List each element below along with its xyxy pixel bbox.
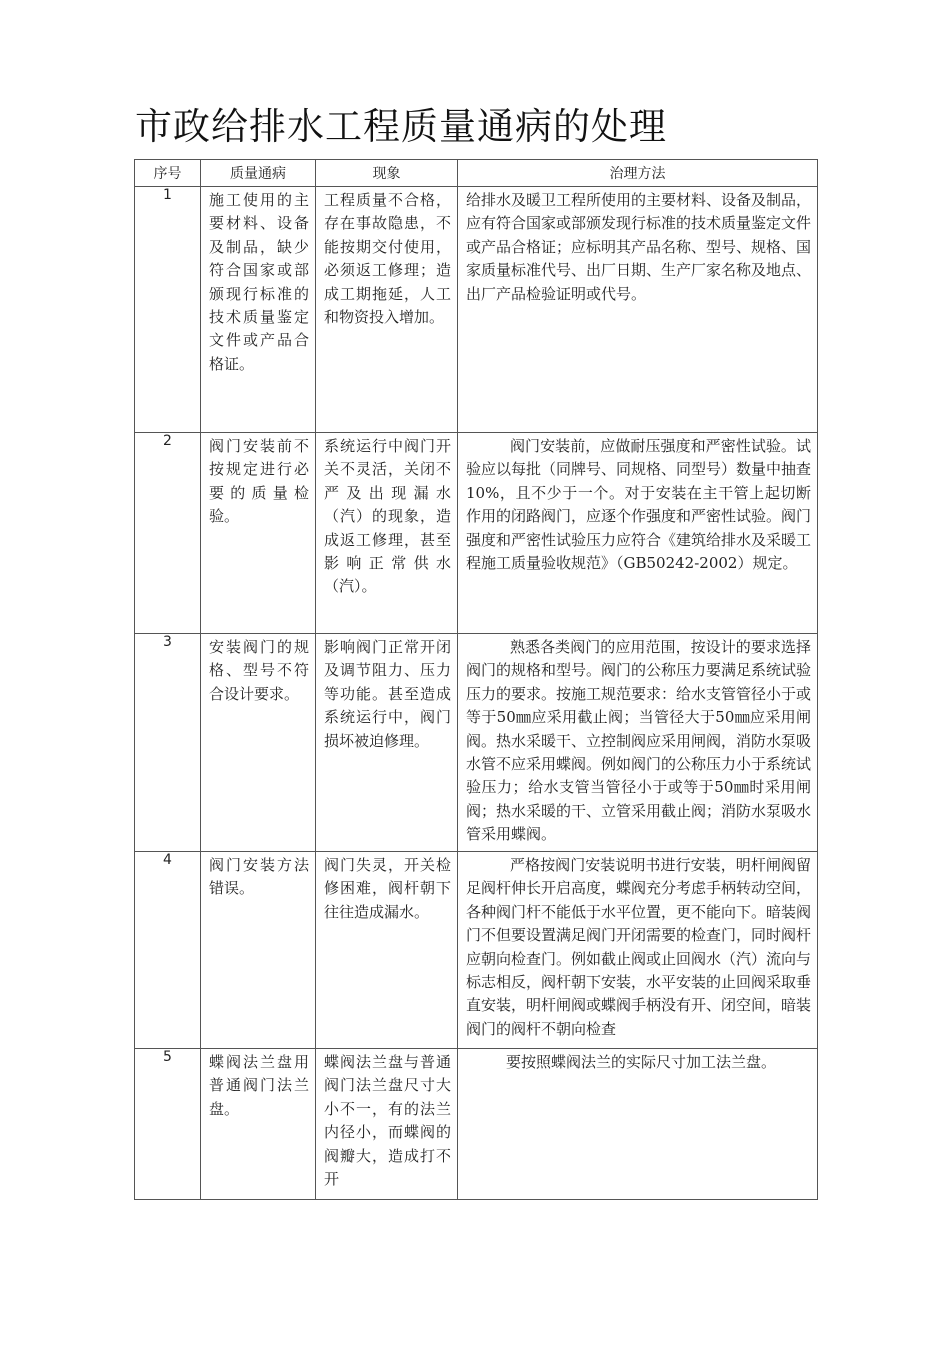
phenomenon-cell: 蝶阀法兰盘与普通阀门法兰盘尺寸大小不一，有的法兰内径小，而蝶阀的阀瓣大，造成打不开 (324, 1053, 451, 1189)
row-number: 3 (135, 634, 201, 852)
issue-cell: 安装阀门的规格、型号不符合设计要求。 (209, 638, 309, 703)
method-cell: 给排水及暖卫工程所使用的主要材料、设备及制品，应有符合国家或部颁发现行标准的技术质量鉴定文件或产品合格证；应标明其产品名称、型号、规格、国家质量标准代号、出厂日期、生产厂家名称及地点、出厂产品检验证明或代号。 (466, 191, 812, 303)
issue-cell: 蝶阀法兰盘用普通阀门法兰盘。 (209, 1053, 309, 1118)
table-header-row (135, 160, 818, 187)
table-row (135, 634, 818, 852)
header-phenomenon: 现象 (316, 160, 458, 187)
header-number: 序号 (135, 160, 201, 187)
method-cell: 严格按阀门安装说明书进行安装，明杆闸阀留足阀杆伸长开启高度，蝶阀充分考虑手柄转动空间，各种阀门杆不能低于水平位置，更不能向下。暗装阀门不但要设置满足阀门开闭需要的检查门，同时阀杆应朝向检查门。例如截止阀或止回阀水（汽）流向与标志相反，阀杆朝下安装，水平安装的止回阀采取垂直安装，明杆闸阀或蝶阀手柄没有开、闭空间，暗装阀门的阀杆不朝向检查 (466, 856, 812, 1038)
method-cell: 熟悉各类阀门的应用范围，按设计的要求选择阀门的规格和型号。阀门的公称压力要满足系统试验压力的要求。按施工规范要求：给水支管管径小于或等于50㎜应采用截止阀；当管径大于50㎜应采用闸阀。热水采暖干、立控制阀应采用闸阀，消防水泵吸水管不应采用蝶阀。例如阀门的公称压力小于系统试验压力；给水支管当管径小于或等于50㎜时采用闸阀；热水采暖的干、立管采用截止阀；消防水泵吸水管采用蝶阀。 (466, 638, 812, 844)
row-number: 1 (135, 187, 201, 433)
issue-cell: 阀门安装方法错误。 (209, 856, 309, 898)
phenomenon-cell: 工程质量不合格，存在事故隐患，不能按期交付使用，必须返工修理；造成工期拖延，人工和物资投入增加。 (324, 191, 451, 327)
header-treatment-method: 治理方法 (458, 160, 818, 187)
row-number: 5 (135, 1049, 201, 1200)
phenomenon-cell: 系统运行中阀门开关不灵活，关闭不严及出现漏水（汽）的现象，造成返工修理，甚至影响正常供水（汽）。 (324, 437, 451, 596)
table-row (135, 433, 818, 634)
table-row (135, 1049, 818, 1200)
issue-cell: 阀门安装前不按规定进行必要的质量检验。 (209, 437, 309, 526)
page-title: 市政给排水工程质量通病的处理 (135, 105, 667, 148)
quality-issues-table (134, 159, 818, 1200)
method-cell: 要按照蝶阀法兰的实际尺寸加工法兰盘。 (506, 1053, 777, 1071)
phenomenon-cell: 阀门失灵，开关检修困难，阀杆朝下往往造成漏水。 (324, 856, 451, 921)
issue-cell: 施工使用的主要材料、设备及制品，缺少符合国家或部颁现行标准的技术质量鉴定文件或产品合格证。 (209, 191, 309, 373)
method-cell: 阀门安装前，应做耐压强度和严密性试验。试验应以每批（同牌号、同规格、同型号）数量中抽查10%，且不少于一个。对于安装在主干管上起切断作用的闭路阀门，应逐个作强度和严密性试验。阀门强度和严密性试验压力应符合《建筑给排水及采暖工程施工质量验收规范》（GB50242-2002）规定。 (466, 437, 812, 573)
row-number: 2 (135, 433, 201, 634)
phenomenon-cell: 影响阀门正常开闭及调节阻力、压力等功能。甚至造成系统运行中，阀门损坏被迫修理。 (324, 638, 451, 750)
table-row (135, 187, 818, 433)
header-quality-issue: 质量通病 (201, 160, 316, 187)
table-row (135, 852, 818, 1049)
row-number: 4 (135, 852, 201, 1049)
